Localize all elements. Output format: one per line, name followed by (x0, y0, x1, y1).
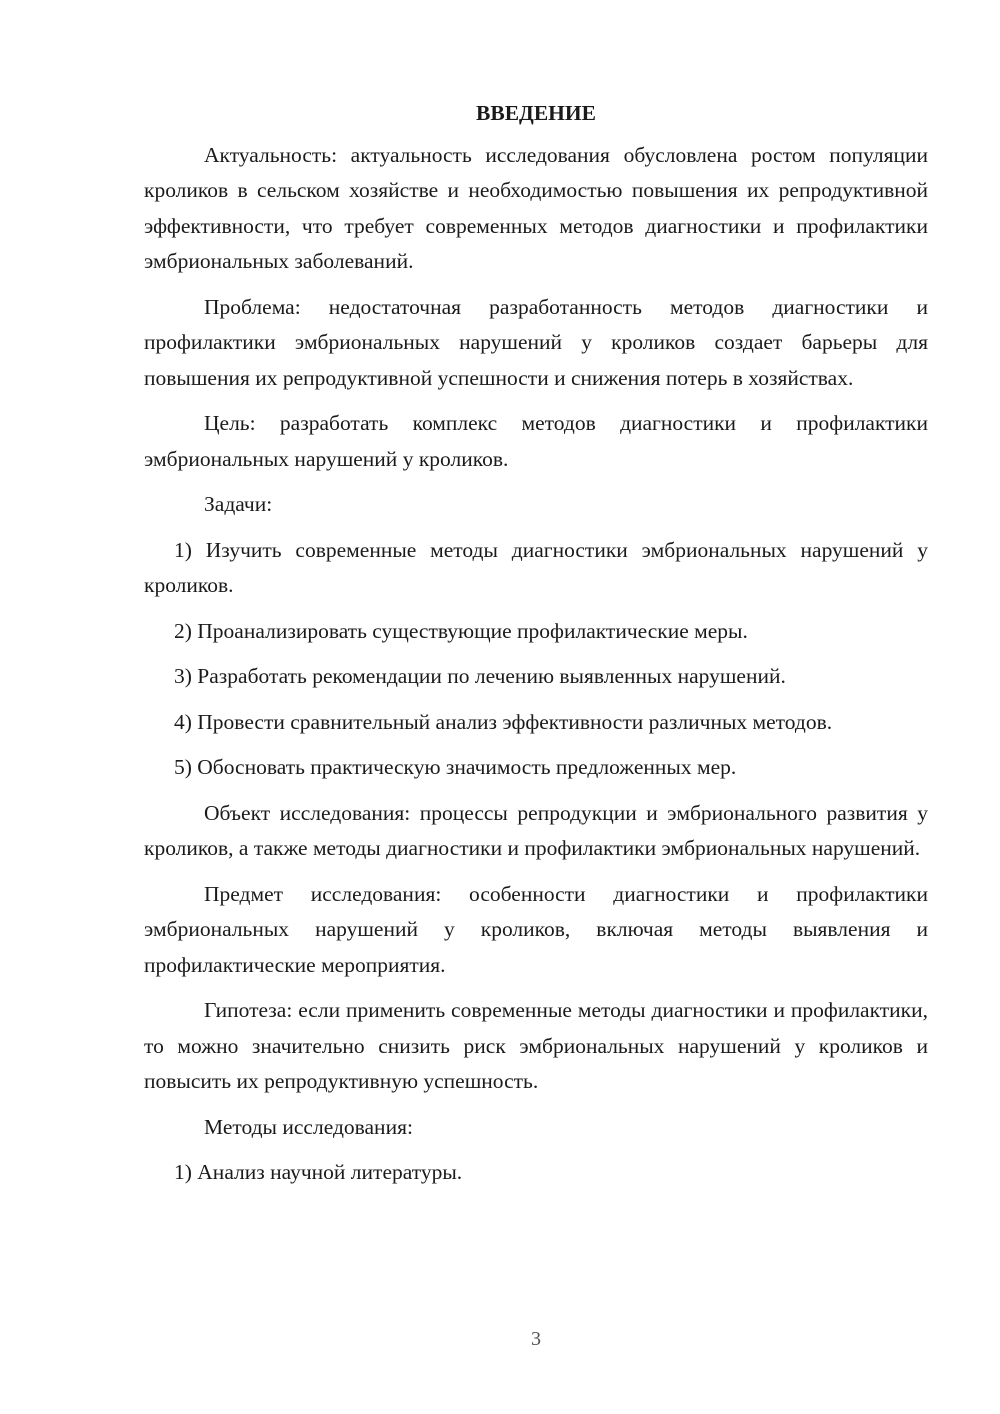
paragraph-hypothesis: Гипотеза: если применить современные методы диагностики и профилактики, то можно значительно снизить риск эмбриональных нарушений у кроликов и повысить их репродуктивную успешность. (144, 998, 928, 1093)
task-item: 5) Обосновать практическую значимость предложенных мер. (174, 755, 737, 779)
document-page (144, 96, 928, 1201)
paragraph-tasks-heading: Задачи: (204, 492, 273, 516)
task-item: 1) Изучить современные методы диагностики эмбриональных нарушений у кроликов. (144, 537, 928, 597)
paragraph-subject: Предмет исследования: особенности диагностики и профилактики эмбриональных нарушений у кроликов, включая методы выявления и профилактические мероприятия. (144, 881, 928, 977)
page-number: 3 (531, 1328, 541, 1350)
paragraph-object: Объект исследования: процессы репродукции и эмбрионального развития у кроликов, а также методы диагностики и профилактики эмбриональных нарушений. (144, 800, 928, 860)
paragraph-problem: Проблема: недостаточная разработанность методов диагностики и профилактики эмбриональных нарушений у кроликов создает барьеры для повышения их репродуктивной успешности и снижения потерь в хозяйствах. (144, 294, 928, 390)
page-title: ВВЕДЕНИЕ (476, 101, 596, 125)
method-item: 1) Анализ научной литературы. (174, 1160, 463, 1184)
task-item: 3) Разработать рекомендации по лечению выявленных нарушений. (174, 664, 786, 688)
paragraph-goal: Цель: разработать комплекс методов диагностики и профилактики эмбриональных нарушений у кроликов. (144, 411, 928, 471)
task-item: 2) Проанализировать существующие профилактические меры. (174, 618, 748, 643)
paragraph-methods-heading: Методы исследования: (204, 1114, 413, 1139)
paragraph-relevance: Актуальность: актуальность исследования обусловлена ростом популяции кроликов в сельском хозяйстве и необходимостью повышения их репродуктивной эффективности, что требует современных методов диагностики и профилактики эмбриональных заболеваний. (144, 142, 928, 273)
task-item: 4) Провести сравнительный анализ эффективности различных методов. (174, 709, 833, 734)
